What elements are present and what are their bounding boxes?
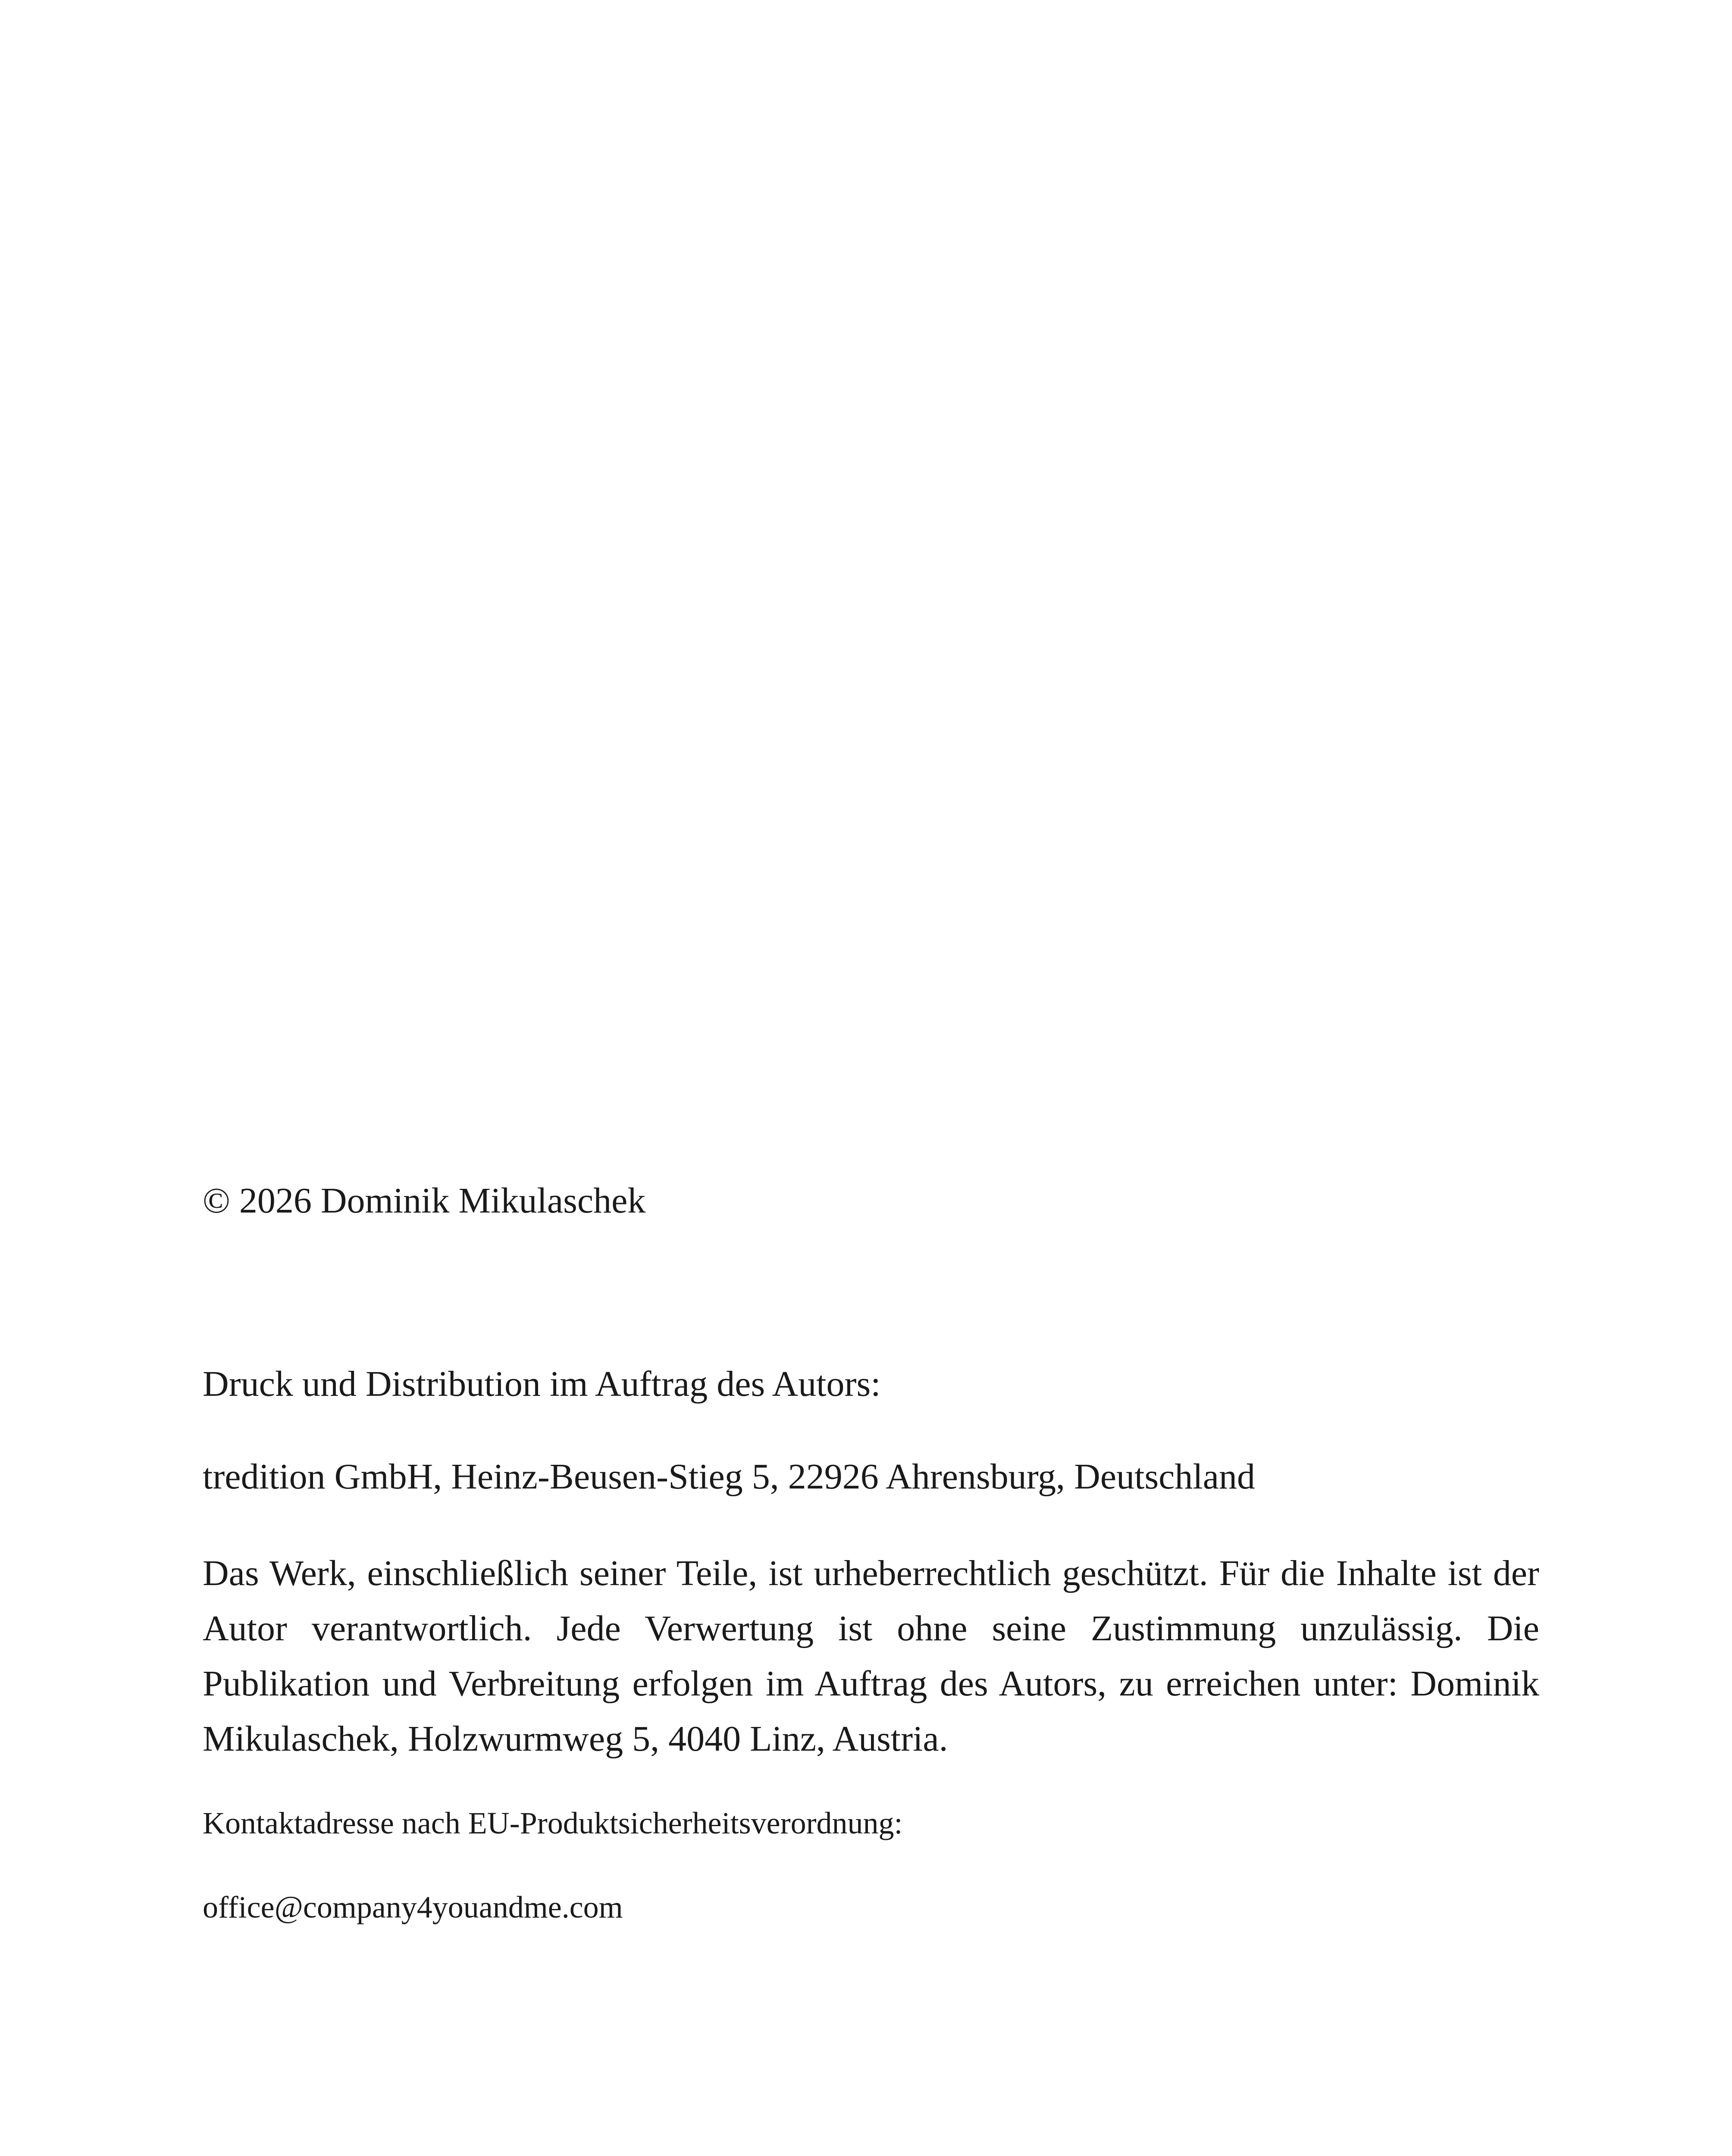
contact-heading: Kontaktadresse nach EU-Produktsicherheitsverordnung: <box>203 1806 903 1840</box>
imprint-heading: Druck und Distribution im Auftrag des Autors: <box>203 1364 881 1404</box>
contact-email: office@company4youandme.com <box>203 1890 623 1924</box>
copyright-legal-paragraph: Das Werk, einschließlich seiner Teile, ist urheberrechtlich geschützt. Für die Inhalte ist der Autor verantwortlich. Jede Verwertung ist ohne seine Zustimmung unzulässig. Die Publikation und Verbreitung erfolgen im Auftrag des Autors, zu erreichen unter: Dominik Mikulaschek, Holzwurmweg 5, 4040 Linz, Austria. <box>203 1553 1539 1759</box>
publisher-address: tredition GmbH, Heinz-Beusen-Stieg 5, 22926 Ahrensburg, Deutschland <box>203 1457 1256 1497</box>
copyright-notice: © 2026 Dominik Mikulaschek <box>203 1181 646 1221</box>
